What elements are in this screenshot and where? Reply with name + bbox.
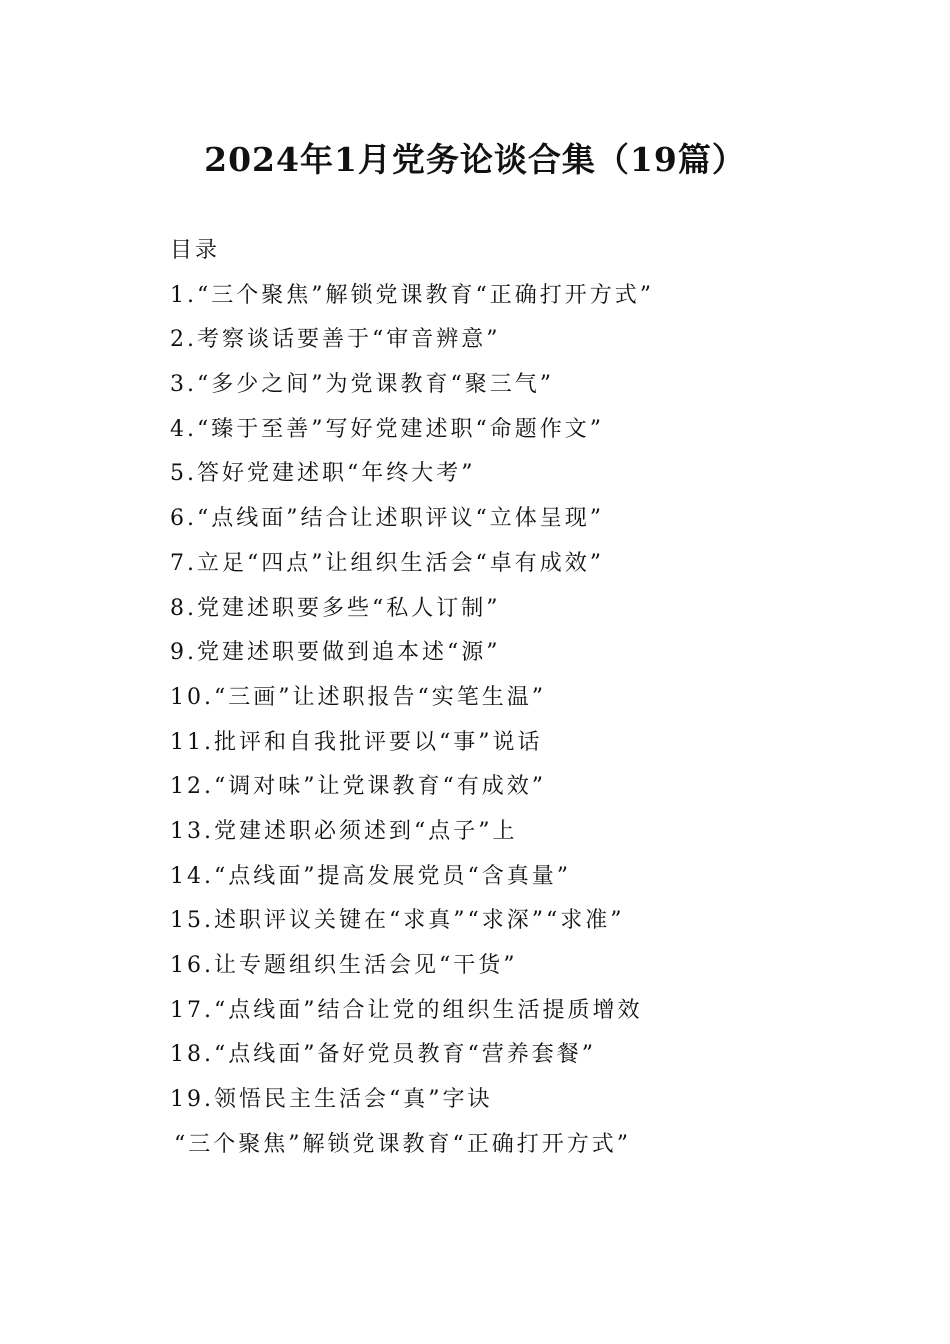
toc-item-15: 15.述职评议关键在“求真”“求深”“求准” [170,908,625,934]
document-title: 2024年1月党务论谈合集（19篇） [204,140,746,179]
toc-item-16: 16.让专题组织生活会见“干货” [170,953,518,978]
toc-item-5: 5.答好党建述职“年终大考” [170,461,476,487]
toc-item-14: 14.“点线面”提高发展党员“含真量” [170,863,571,889]
toc-item-6: 6.“点线面”结合让述职评议“立体呈现” [170,506,604,532]
toc-item-2: 2.考察谈话要善于“审音辨意” [170,327,501,353]
toc-item-19: 19.领悟民主生活会“真”字诀 [170,1087,493,1113]
toc-item-8: 8.党建述职要多些“私人订制” [170,595,501,621]
toc-item-10: 10.“三画”让述职报告“实笔生温” [170,684,546,710]
toc-item-17: 17.“点线面”结合让党的组织生活提质增效 [170,997,643,1023]
table-of-contents [170,229,890,1167]
toc-item-13: 13.党建述职必须述到“点子”上 [170,818,518,844]
toc-item-3: 3.“多少之间”为党课教育“聚三气” [170,372,554,398]
toc-item-7: 7.立足“四点”让组织生活会“卓有成效” [170,550,604,576]
article-heading: “三个聚焦”解锁党课教育“正确打开方式” [174,1131,631,1157]
toc-item-11: 11.批评和自我批评要以“事”说话 [170,729,543,755]
toc-item-9: 9.党建述职要做到追本述“源” [170,640,501,666]
toc-heading: 目录 [170,238,221,263]
toc-item-12: 12.“调对味”让党课教育“有成效” [170,774,546,800]
toc-item-4: 4.“臻于至善”写好党建述职“命题作文” [170,416,604,442]
toc-item-1: 1.“三个聚焦”解锁党课教育“正确打开方式” [170,282,654,308]
toc-item-18: 18.“点线面”备好党员教育“营养套餐” [170,1042,596,1068]
toc-list [170,274,890,1123]
